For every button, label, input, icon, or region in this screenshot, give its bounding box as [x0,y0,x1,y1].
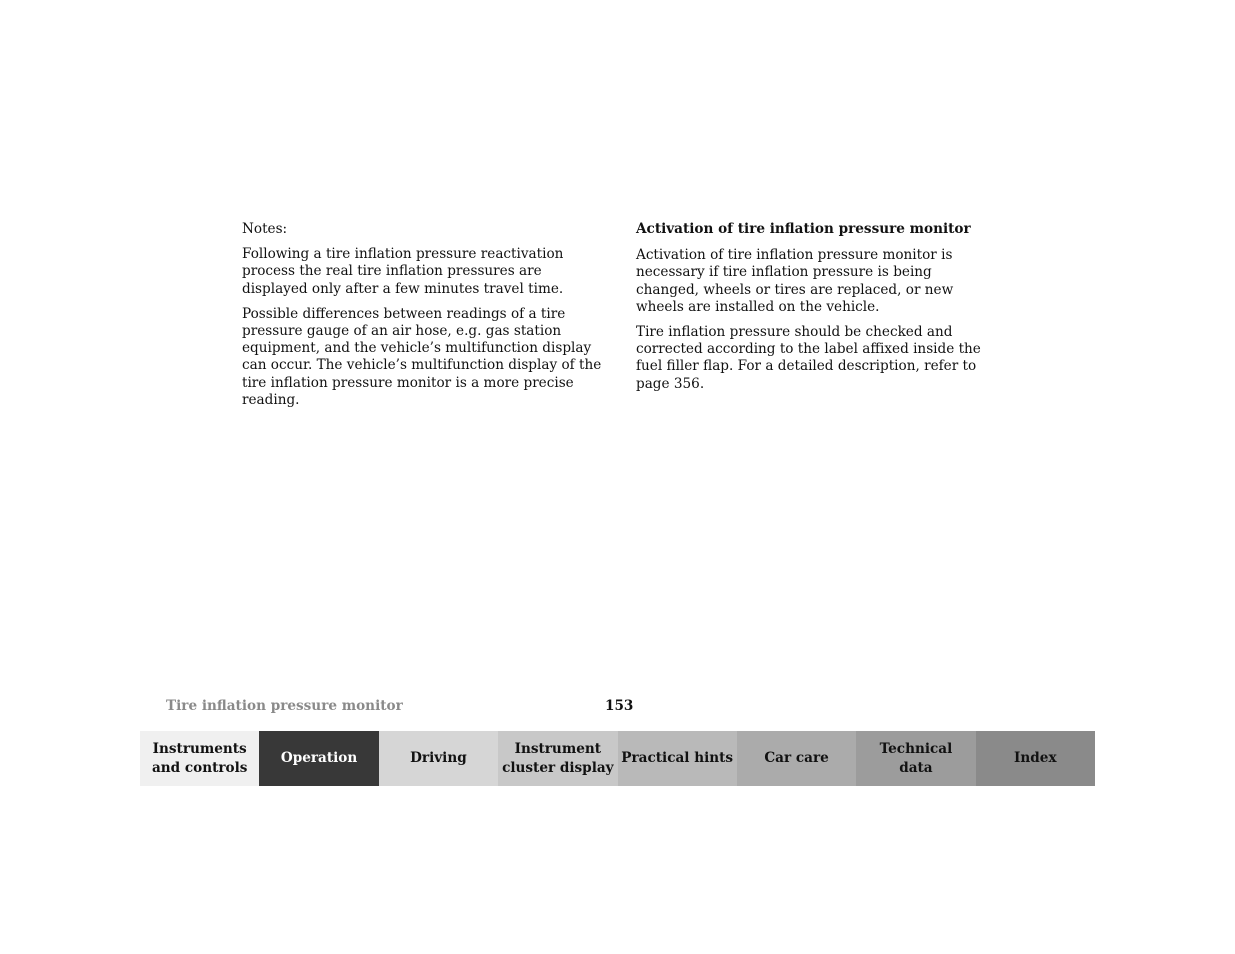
activation-paragraph-1: Activation of tire inflation pressure monitor is necessary if tire inflation pressure is being changed, wheels or tires are replaced, or new wheels are installed on the vehicle. [636,247,954,315]
right-column [636,221,998,401]
nav-tab-instruments-and-controls[interactable]: Instruments and controls [140,731,259,786]
notes-label: Notes: [242,221,288,237]
nav-tab-index[interactable]: Index [976,731,1095,786]
nav-tab-car-care[interactable]: Car care [737,731,856,786]
page-number: 153 [605,698,634,714]
footer-section-title: Tire inflation pressure monitor [166,698,403,714]
activation-paragraph-2: Tire inflation pressure should be checked and corrected according to the label affixed inside the fuel filler flap. For a detailed description, refer to page 356. [636,324,981,392]
note-paragraph-2: Possible differences between readings of a tire pressure gauge of an air hose, e.g. gas station equipment, and the vehicle’s multifunction display can occur. The vehicle’s multifunction display of the tire inflation pressure monitor is a more precise reading. [242,305,602,408]
chapter-nav-bar [140,731,1095,786]
section-heading: Activation of tire inflation pressure monitor [636,221,971,237]
nav-tab-instrument-cluster-display[interactable]: Instrument cluster display [498,731,617,786]
nav-tab-practical-hints[interactable]: Practical hints [618,731,737,786]
nav-tab-driving[interactable]: Driving [379,731,498,786]
nav-tab-technical-data[interactable]: Technical data [856,731,975,786]
left-column [242,221,604,417]
note-paragraph-1: Following a tire inflation pressure reactivation process the real tire inflation pressures are displayed only after a few minutes travel time. [242,246,564,297]
nav-tab-operation[interactable]: Operation [259,731,378,786]
